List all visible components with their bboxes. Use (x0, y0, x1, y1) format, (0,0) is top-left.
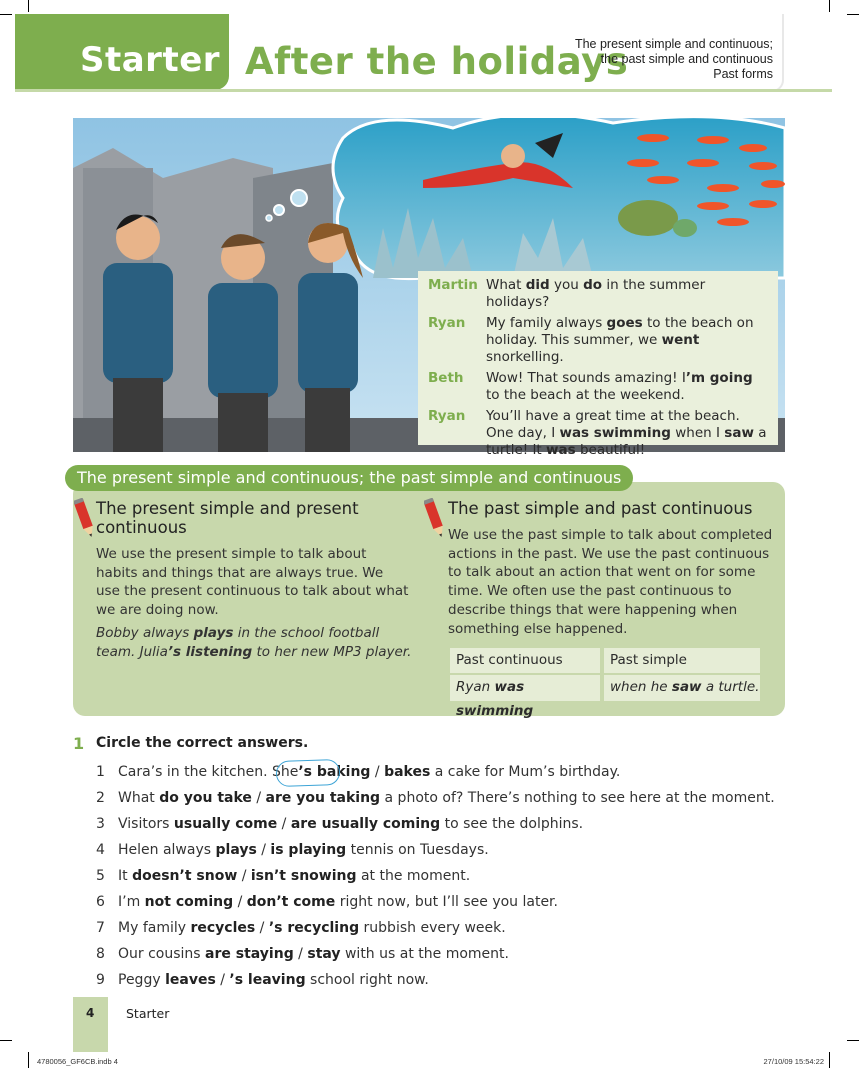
item-bold: are usually coming (290, 816, 441, 832)
subtitle-line: The present simple and continuous; (574, 37, 773, 51)
dialogue-line (428, 370, 768, 404)
item-text: right now, but I’ll see you later. (335, 894, 558, 910)
present-section-body: We use the present simple to talk about habits and things that are always true. We use the present continuous to talk about what we are doing now. (96, 546, 409, 619)
item-number: 8 (96, 946, 105, 962)
speech-text: My family always (486, 315, 607, 331)
item-number: 1 (96, 764, 105, 780)
item-bold: ’s leaving (229, 972, 306, 988)
present-section-example (96, 624, 416, 661)
item-bold: don’t come (246, 894, 336, 910)
item-text: a photo of? There’s nothing to see here at the moment. (380, 790, 775, 806)
item-text: at the moment. (356, 868, 471, 884)
dialogue-line (428, 408, 768, 459)
speech-bold: did (525, 277, 550, 293)
table-header-past-continuous: Past continuous (450, 648, 600, 673)
exercise-item (96, 920, 506, 936)
item-text: / (251, 790, 266, 806)
item-text: / (370, 764, 385, 780)
item-text: / (237, 868, 251, 884)
speech-text (486, 315, 768, 366)
speech-text: a turtle! It (486, 425, 767, 458)
exercise-item (96, 972, 429, 988)
exercise-item (96, 868, 470, 884)
page-number: 4 (86, 1006, 95, 1020)
item-text: / (233, 894, 247, 910)
speech-bold: was (546, 442, 576, 458)
dialogue-box (418, 271, 778, 458)
page-title: After the holidays (245, 40, 629, 83)
thought-dot (291, 190, 307, 206)
table-cell-past-continuous (450, 675, 600, 719)
exercise-item (96, 946, 509, 962)
crop-mark (0, 14, 12, 15)
speech-bold: ’m going (685, 370, 753, 386)
item-text: rubbish every week. (359, 920, 506, 936)
speaker-name: Beth (428, 370, 464, 386)
item-number: 2 (96, 790, 105, 806)
speech-text: you (549, 277, 584, 293)
item-bold: do you take (159, 790, 252, 806)
table-cell-text: Ryan (456, 679, 495, 695)
item-bold: ’s baking (298, 764, 371, 780)
print-slug-date: 27/10/09 15:54:22 (763, 1057, 824, 1066)
example-bold: plays (193, 625, 234, 641)
item-number: 3 (96, 816, 105, 832)
item-bold: usually come (173, 816, 278, 832)
table-cell-bold: was swimming (456, 679, 534, 719)
example-text: to her new MP3 player. (252, 643, 412, 660)
item-bold: ’s recycling (268, 920, 360, 936)
speech-text: beautiful! (575, 442, 646, 458)
example-text: in the school football team. Julia (96, 625, 380, 660)
item-text: school right now. (305, 972, 429, 988)
speech-text: Wow! That sounds amazing! I (486, 370, 686, 386)
speech-bold: was swimming (559, 425, 671, 441)
thought-dot (266, 215, 272, 221)
item-bold: plays (215, 842, 257, 858)
thought-dot (274, 205, 284, 215)
example-bold: ’s listening (167, 643, 253, 660)
example-text: Bobby always (96, 625, 194, 641)
item-number: 9 (96, 972, 105, 988)
exercise-number: 1 (73, 734, 85, 753)
print-slug-file: 4780056_GF6CB.indb 4 (37, 1057, 118, 1066)
item-text: tennis on Tuesdays. (346, 842, 489, 858)
item-text: Visitors (118, 816, 174, 832)
speech-text: You’ll have a great time at the beach. One day, I (486, 408, 740, 441)
item-bold: are you taking (265, 790, 381, 806)
unit-label: Starter (80, 40, 221, 80)
dialogue-line (428, 277, 768, 311)
subtitle-line: Past forms (713, 67, 773, 81)
crop-mark (847, 14, 859, 15)
item-number: 4 (96, 842, 105, 858)
item-text: a cake for Mum’s birthday. (430, 764, 621, 780)
speech-bold: do (583, 277, 603, 293)
item-bold: stay (307, 946, 341, 962)
item-text: Helen always (118, 842, 216, 858)
speech-text: to the beach at the weekend. (486, 387, 685, 403)
crop-mark (847, 1040, 859, 1041)
pencil-icon (424, 498, 446, 540)
item-bold: isn’t snowing (250, 868, 357, 884)
item-text: What (118, 790, 160, 806)
crop-mark (28, 1052, 29, 1068)
speech-text (486, 370, 768, 404)
item-text: Cara’s in the kitchen. She (118, 764, 299, 780)
speech-text: What (486, 277, 526, 293)
table-cell-text: when he (610, 679, 672, 695)
exercise-item (96, 842, 489, 858)
item-number: 5 (96, 868, 105, 884)
speech-bold: saw (724, 425, 754, 441)
speech-text: when I (670, 425, 725, 441)
item-text: to see the dolphins. (440, 816, 584, 832)
crop-mark (829, 0, 830, 12)
speech-text: to the beach on holiday. This summer, we (486, 315, 754, 348)
item-bold: bakes (384, 764, 431, 780)
item-number: 6 (96, 894, 105, 910)
table-cell-text: a turtle. (701, 679, 760, 695)
item-text: Peggy (118, 972, 166, 988)
crop-mark (829, 1052, 830, 1068)
item-text: I’m (118, 894, 145, 910)
past-section-body: We use the past simple to talk about completed actions in the past. We use the past continuous to talk about an action that went on for some time. We often use the past continuous to describe things that were happening when something else happened. (448, 527, 773, 637)
dialogue-line (428, 315, 768, 366)
exercise-item (96, 764, 620, 780)
crop-mark (0, 1040, 12, 1041)
turtle-shell (618, 200, 678, 236)
page-subtitle (575, 37, 773, 82)
subtitle-line: the past simple and continuous (600, 52, 773, 66)
exercise-item (96, 894, 558, 910)
item-bold: leaves (165, 972, 216, 988)
item-bold: is playing (270, 842, 347, 858)
item-number: 7 (96, 920, 105, 936)
item-text: with us at the moment. (340, 946, 509, 962)
item-bold: recycles (190, 920, 256, 936)
item-text: / (255, 920, 269, 936)
item-bold: are staying (205, 946, 294, 962)
speech-text: in the summer holidays? (486, 277, 706, 310)
pencil-icon (74, 498, 96, 540)
item-text: It (118, 868, 133, 884)
speech-bold: goes (606, 315, 643, 331)
snorkeller-head (501, 144, 525, 168)
table-cell-bold: saw (671, 679, 702, 695)
exercise-item (96, 816, 583, 832)
answer-circle (276, 759, 341, 787)
speaker-name: Martin (428, 277, 478, 293)
exercise-instruction: Circle the correct answers. (96, 735, 309, 751)
speech-text: snorkelling. (486, 349, 564, 365)
table-header-past-simple: Past simple (604, 648, 760, 673)
item-text: / (256, 842, 271, 858)
present-section-title: The present simple and present continuous (96, 499, 359, 537)
speech-bold: went (661, 332, 700, 348)
item-bold: not coming (144, 894, 234, 910)
item-text: / (277, 816, 291, 832)
item-bold: doesn’t snow (132, 868, 238, 884)
grammar-heading: The present simple and continuous; the past simple and continuous (65, 465, 633, 491)
past-section-title: The past simple and past continuous (448, 499, 753, 518)
item-text: My family (118, 920, 191, 936)
speaker-name: Ryan (428, 315, 466, 331)
header-rule (15, 89, 832, 92)
item-text: / (215, 972, 230, 988)
speech-text (486, 408, 768, 459)
exercise-item (96, 790, 775, 806)
table-cell-past-simple (604, 675, 760, 701)
speaker-name: Ryan (428, 408, 466, 424)
item-text: Our cousins (118, 946, 206, 962)
speech-text (486, 277, 768, 311)
crop-mark (28, 0, 29, 12)
item-text: / (293, 946, 308, 962)
turtle-head (673, 219, 697, 237)
footer-section-label: Starter (126, 1006, 170, 1021)
